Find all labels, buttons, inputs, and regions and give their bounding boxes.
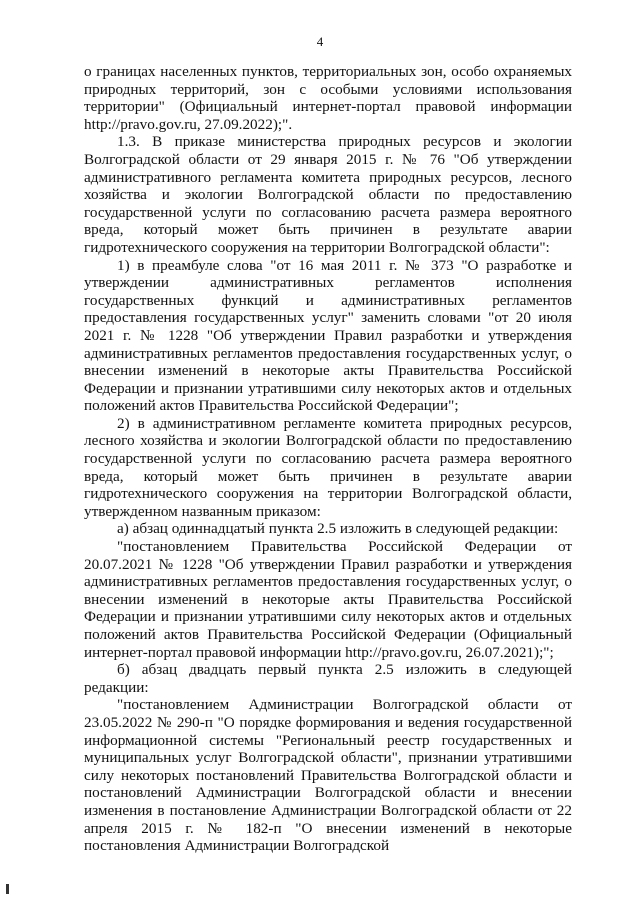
document-body: [84, 63, 572, 855]
paragraph-subitem-b: б) абзац двадцать первый пункта 2.5 изложить в следующей редакции:: [84, 661, 572, 696]
paragraph-item-1-3: 1.3. В приказе министерства природных ресурсов и экологии Волгоградской области от 29 января 2015 г. № 76 "Об утверждении административного регламента комитета природных ресурсов, лесного хозяйства и экологии Волгоградской области по предоставлению государственной услуги по согласованию расчета размера вероятного вреда, который может быть причинен в результате аварии гидротехнического сооружения на территории Волгоградской области":: [84, 133, 572, 256]
paragraph-subitem-a: а) абзац одиннадцатый пункта 2.5 изложить в следующей редакции:: [117, 520, 559, 538]
page-number: 4: [316, 34, 324, 49]
paragraph-quote-1228: "постановлением Правительства Российской Федерации от 20.07.2021 № 1228 "Об утверждении Правил разработки и утверждения административных регламентов предоставления государственных услуг, о внесении изменений в некоторые акты Правительства Российской Федерации и признании утратившими силу некоторых актов и отдельных положений актов Правительства Российской Федерации (Официальный интернет-портал правовой информации http://pravo.gov.ru, 26.07.2021);";: [84, 538, 572, 661]
paragraph-quote-290p: "постановлением Администрации Волгоградской области от 23.05.2022 № 290-п "О порядке формирования и ведения государственной информационной системы "Региональный реестр государственных и муниципальных услуг Волгоградской области", признании утратившими силу некоторых постановлений Правительства Волгоградской области и постановлений Администрации Волгоградской области и внесении изменения в постановление Администрации Волгоградской области от 22 апреля 2015 г. № 182-п "О внесении изменений в некоторые постановления Администрации Волгоградской: [84, 696, 572, 855]
paragraph-subitem-1: 1) в преамбуле слова "от 16 мая 2011 г. № 373 "О разработке и утверждении административных регламентов исполнения государственных функций и административных регламентов предоставления государственных услуг" заменить словами "от 20 июля 2021 г. № 1228 "Об утверждении Правил разработки и утверждения административных регламентов предоставления государственных услуг, о внесении изменений в некоторые акты Правительства Российской Федерации и признании утратившими силу некоторых актов и отдельных положений актов Правительства Российской Федерации";: [84, 256, 572, 415]
scan-edge-mark: [6, 884, 9, 894]
paragraph-subitem-2: 2) в административном регламенте комитета природных ресурсов, лесного хозяйства и экологии Волгоградской области по предоставлению государственной услуги по согласованию расчета размера вероятного вреда, который может быть причинен в результате аварии гидротехнического сооружения на территории Волгоградской области, утвержденном названным приказом:: [84, 414, 572, 520]
paragraph-boundaries-continuation: о границах населенных пунктов, территориальных зон, особо охраняемых природных территорий, зон с особыми условиями использования территории" (Официальный интернет-портал правовой информации http://pravo.gov.ru, 27.09.2022);".: [84, 63, 572, 133]
